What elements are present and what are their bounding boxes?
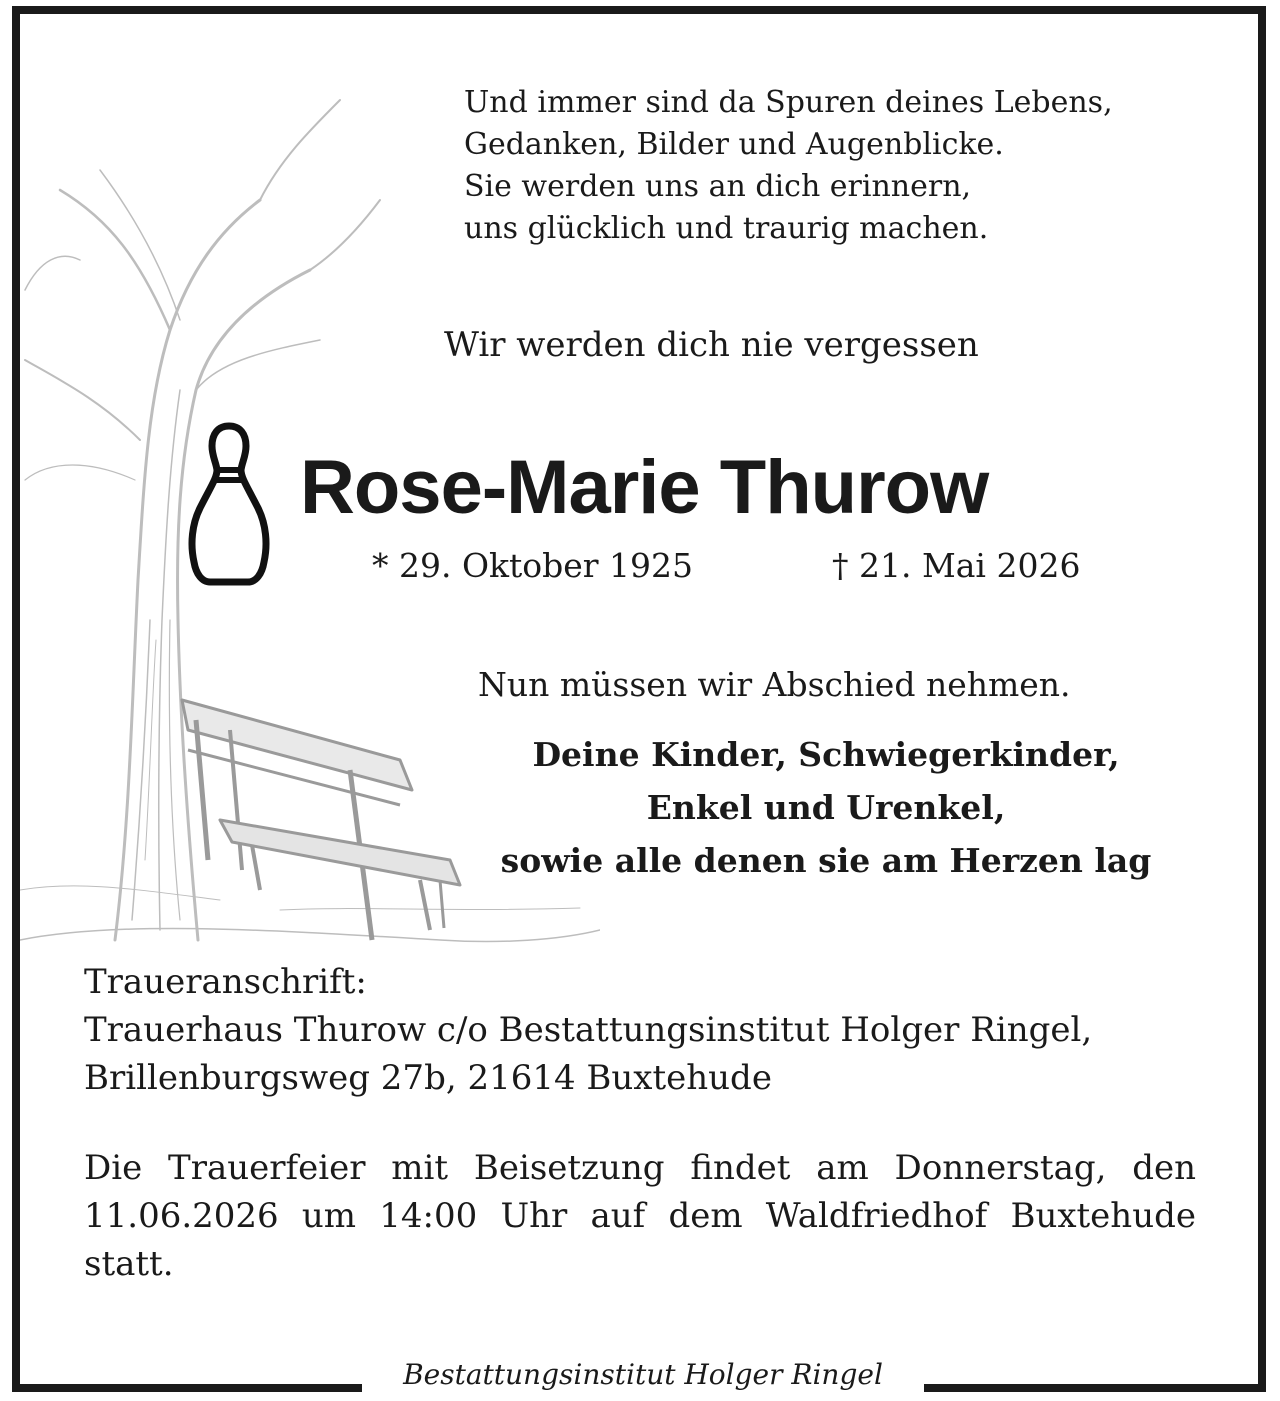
address-label: Traueranschrift: [84, 962, 367, 1002]
poem [464, 82, 1244, 250]
service-announcement: Die Trauerfeier mit Beisetzung findet am Donnerstag, den 11.06.2026 um 14:00 Uhr auf dem Waldfriedhof Buxtehude statt. [84, 1148, 1196, 1284]
mourners [440, 728, 1212, 887]
bottom-rule-left [12, 1384, 362, 1392]
mourners-line: Deine Kinder, Schwiegerkinder, [532, 735, 1120, 774]
deceased-name: Rose-Marie Thurow [300, 445, 989, 530]
address-line: Brillenburgsweg 27b, 21614 Buxtehude [84, 1058, 772, 1098]
poem-line: Sie werden uns an dich erinnern, [464, 169, 972, 204]
farewell-text: Nun müssen wir Abschied nehmen. [478, 665, 1071, 704]
death-date: † 21. Mai 2026 [832, 546, 1081, 585]
poem-line: Und immer sind da Spuren deines Lebens, [464, 85, 1113, 120]
address-line: Trauerhaus Thurow c/o Bestattungsinstitut Holger Ringel, [84, 1010, 1093, 1050]
mourners-line: Enkel und Urenkel, [646, 788, 1006, 827]
mourners-line: sowie alle denen sie am Herzen lag [500, 841, 1152, 880]
poem-line: uns glücklich und traurig machen. [464, 211, 989, 246]
bottom-rule-right [924, 1384, 1266, 1392]
poem-line: Gedanken, Bilder und Augenblicke. [464, 127, 1004, 162]
mourning-address [84, 958, 1204, 1102]
birth-date: * 29. Oktober 1925 [372, 546, 694, 585]
bowling-pin-icon [186, 422, 272, 588]
funeral-home-signature: Bestattungsinstitut Holger Ringel [403, 1358, 883, 1391]
tagline: Wir werden dich nie vergessen [444, 325, 979, 365]
